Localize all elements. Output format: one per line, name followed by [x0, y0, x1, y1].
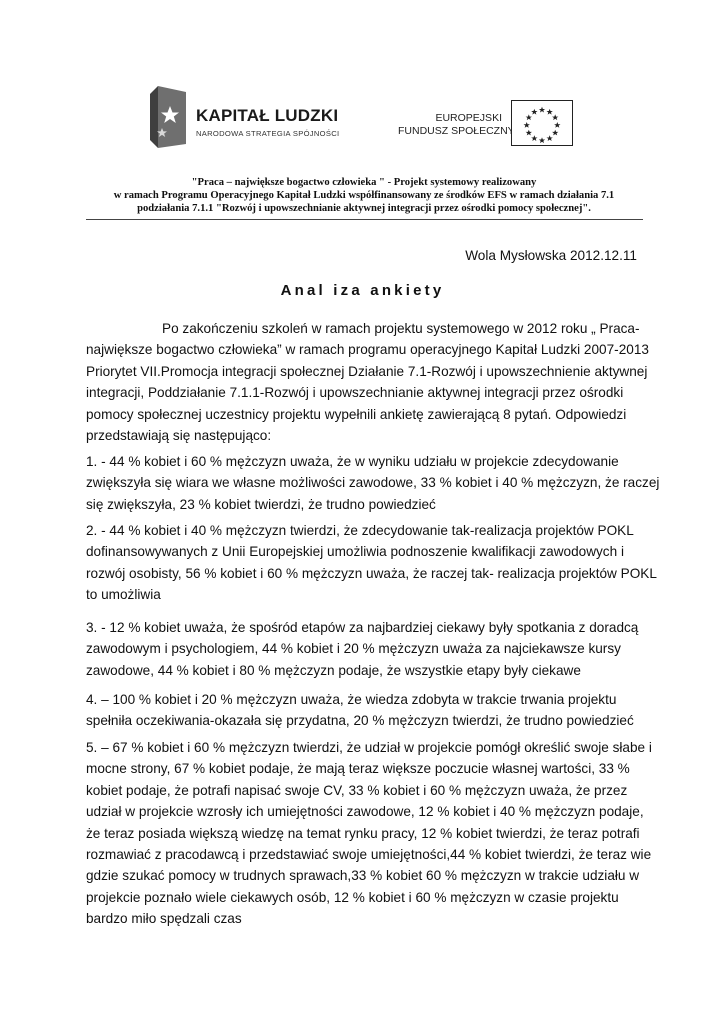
project-header: [86, 176, 642, 215]
paragraph-line: udział w projekcie wzrosły ich umiejętności zawodowe, 12 % kobiet i 40 % mężczyzn podaje,: [86, 804, 644, 820]
paragraph-line: rozmawiać z pracodawcą i przedstawiać swoje umiejętności,44 % kobiet twierdzi, że teraz wie: [86, 847, 652, 863]
paragraph-line: zawodowym i psychologiem, 44 % kobiet i 20 % mężczyzn uważa za najciekawsze kursy: [86, 641, 621, 657]
paragraph-line: zwiększyła się wiara we własne możliwości zawodowe, 33 % kobiet i 40 % mężczyzn, że raczej: [86, 475, 660, 491]
paragraph-line: bardzo miło spędzali czas: [86, 911, 242, 927]
paragraph-line: 5. – 67 % kobiet i 60 % mężczyzn twierdzi, że udział w projekcie pomógł określić swoje słabe i: [86, 740, 652, 755]
header-divider: [86, 219, 643, 220]
project-header-line: "Praca – największe bogactwo człowieka " - Projekt systemowy realizowany: [191, 177, 537, 188]
answer-1: [86, 451, 660, 515]
project-header-line: podziałania 7.1.1 "Rozwój i upowszechnianie aktywnej integracji przez ośrodki pomocy społecznej".: [137, 203, 591, 214]
paragraph-line: integracji, Poddziałanie 7.1.1-Rozwój i upowszechnianie aktywnej integracji przez ośrodki: [86, 385, 624, 401]
intro-paragraph: [86, 318, 649, 446]
paragraph-line: Po zakończeniu szkoleń w ramach projektu systemowego w 2012 roku „ Praca-: [162, 321, 640, 336]
paragraph-line: 4. – 100 % kobiet i 20 % mężczyzn uważa, że wiedza zdobyta w trakcie trwania projektu: [86, 692, 617, 707]
paragraph-line: projekcie poznało wiele ciekawych osób, 12 % kobiet i 60 % mężczyzn w czasie projektu: [86, 889, 619, 905]
document-title: Anal iza ankiety: [280, 282, 445, 299]
answer-5: [86, 737, 652, 930]
answer-4: [86, 689, 646, 732]
efs-logo-text: [398, 112, 515, 138]
eu-flag-icon: [511, 100, 573, 146]
paragraph-line: pomocy społecznej uczestnicy projektu wypełnili ankietę zawierającą 8 pytań. Odpowiedzi: [86, 406, 627, 422]
answer-3: [86, 617, 646, 681]
answer-2: [86, 520, 657, 606]
kapital-ludzki-logo: [148, 84, 348, 150]
paragraph-line: rozwój osobisty, 56 % kobiet i 60 % mężczyzn uważa, że raczej tak- realizacja projektów POKL: [86, 565, 657, 581]
paragraph-line: 2. - 44 % kobiet i 40 % mężczyzn twierdzi, że zdecydowanie tak-realizacja projektów POKL: [86, 523, 634, 538]
paragraph-line: gdzie szukać pomocy w trudnych sprawach,33 % kobiet 60 % mężczyzn w trakcie udziału w: [86, 868, 640, 884]
paragraph-line: spełniła oczekiwania-okazała się przydatna, 20 % mężczyzn twierdzi, że trudno powiedzieć: [86, 713, 634, 729]
kapital-ludzki-logo-subtitle: NARODOWA STRATEGIA SPÓJNOŚCI: [196, 129, 340, 138]
paragraph-line: dofinansowywanych z Unii Europejskiej umożliwia podnoszenie kwalifikacji zawodowych i: [86, 544, 624, 560]
paragraph-line: 1. - 44 % kobiet i 60 % mężczyzn uważa, że w wyniku udziału w projekcie zdecydowanie: [86, 454, 619, 469]
efs-line-1: EUROPEJSKI: [435, 112, 502, 124]
paragraph-line: kobiet podaje, że potrafi napisać swoje CV, 33 % kobiet i 60 % mężczyzn uważa, że przez: [86, 782, 628, 798]
paragraph-line: Priorytet VII.Promocja integracji społecznej Działanie 7.1-Rozwój i upowszechnienie aktywnej: [86, 363, 648, 379]
kapital-ludzki-emblem-icon: [148, 84, 188, 150]
paragraph-line: że teraz posiada większą wiedzę na temat rynku pracy, 12 % kobiet twierdzi, że teraz potrafi: [86, 825, 640, 841]
document-date: Wola Mysłowska 2012.12.11: [465, 248, 637, 263]
efs-line-2: FUNDUSZ SPOŁECZNY: [398, 125, 515, 137]
paragraph-line: to umożliwia: [86, 587, 161, 603]
paragraph-line: mocne strony, 67 % kobiet podaje, że mają teraz większe poczucie własnej wartości, 33 %: [86, 761, 630, 777]
kapital-ludzki-logo-title: KAPITAŁ LUDZKI: [196, 106, 339, 125]
paragraph-line: zawodowe, 44 % kobiet i 80 % mężczyzn podaje, że wszystkie etapy były ciekawe: [86, 662, 581, 678]
paragraph-line: 3. - 12 % kobiet uważa, że spośród etapów za najbardziej ciekawy były spotkania z doradcą: [86, 620, 639, 635]
paragraph-line: największe bogactwo człowieka” w ramach programu operacyjnego Kapitał Ludzki 2007-2013: [86, 342, 649, 358]
paragraph-line: przedstawiają się następująco:: [86, 428, 272, 444]
paragraph-line: się zwiększyła, 23 % kobiet twierdzi, że trudno powiedzieć: [86, 496, 436, 512]
project-header-line: w ramach Programu Operacyjnego Kapitał Ludzki współfinansowany ze środków EFS w ramach działania 7.1: [113, 190, 615, 201]
